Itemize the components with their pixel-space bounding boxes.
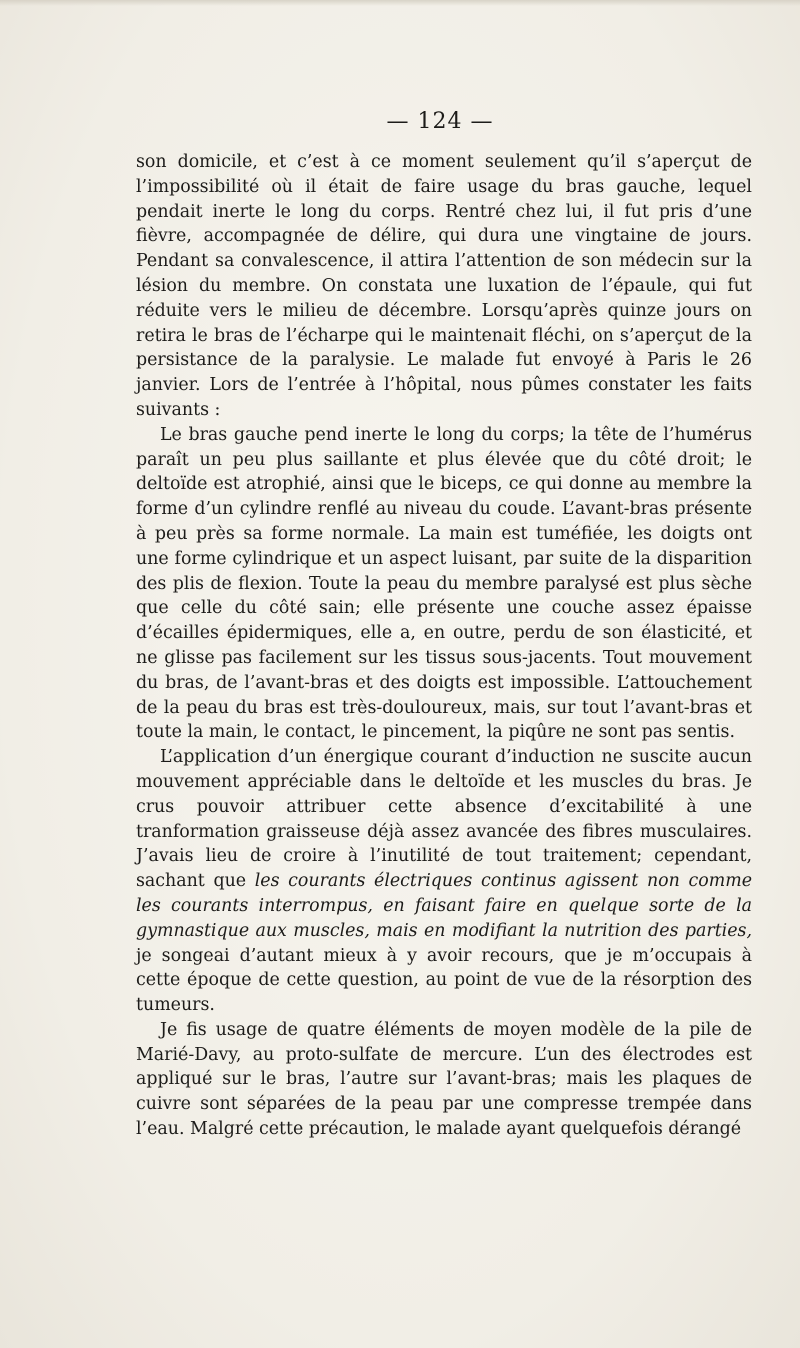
paragraph-3-text-before: L’application d’un énergique courant d’induction ne suscite aucun mouvement appréciable dans le deltoïde et les muscles du bras. Je crus pouvoir attribuer cette absence d’excitabilité à une tranformation graisseuse déjà assez avancée des fibres musculaires. J’avais lieu de croire à l’inutilité de tout traitement; cependant, sachant que [136,747,752,892]
paragraph-3-text-after: je songeai d’autant mieux à y avoir recours, que je m’occupais à cette époque de cette question, au point de vue de la résorption des tumeurs. [136,945,752,1016]
paragraph-2: Le bras gauche pend inerte le long du corps; la tête de l’humérus paraît un peu plus saillante et plus élevée que du côté droit; le deltoïde est atrophié, ainsi que le biceps, ce qui donne au membre la forme d’un cylindre renflé au niveau du coude. L’avant-bras présente à peu près sa forme normale. La main est tuméfiée, les doigts ont une forme cylindrique et un aspect luisant, par suite de la disparition des plis de flexion. Toute la peau du membre paralysé est plus sèche que celle du côté sain; elle présente une couche assez épaisse d’écailles épidermiques, elle a, en outre, perdu de son élasticité, et ne glisse pas facilement sur les tissus sous-jacents. Tout mouvement du bras, de l’avant-bras et des doigts est impossible. L’attouchement de la peau du bras est très-douloureux, mais, sur tout l’avant-bras et toute la main, le contact, le pincement, la piqûre ne sont pas sentis. [136,424,752,743]
paragraph-3 [136,745,752,1018]
paragraph-4: Je fis usage de quatre éléments de moyen modèle de la pile de Marié-Davy, au proto-sulfate de mercure. L’un des électrodes est appliqué sur le bras, l’autre sur l’avant-bras; mais les plaques de cuivre sont séparées de la peau par une compresse trempée dans l’eau. Malgré cette précaution, le malade ayant quelquefois dérangé [136,1019,752,1140]
paragraph-1: son domicile, et c’est à ce moment seulement qu’il s’aperçut de l’impossibilité où il était de faire usage du bras gauche, lequel pendait inerte le long du corps. Rentré chez lui, il fut pris d’une fièvre, accompagnée de délire, qui dura une vingtaine de jours. Pendant sa convalescence, il attira l’attention de son médecin sur la lésion du membre. On constata une luxation de l’épaule, qui fut réduite vers le milieu de décembre. Lorsqu’après quinze jours on retira le bras de l’écharpe qui le maintenait fléchi, on s’aperçut de la persistance de la paralysie. Le malade fut envoyé à Paris le 26 janvier. Lors de l’entrée à l’hôpital, nous pûmes constater les faits suivants : [136,152,752,420]
body-text [136,150,752,1142]
paragraph-3-italic-quote: les courants électriques continus agissent non comme les courants interrompus, en faisant faire en quelque sorte de la gymnastique aux muscles, mais en modifiant la nutrition des parties, [136,871,752,941]
page-number: — 124 — [386,109,494,134]
page-top-edge [0,0,800,6]
